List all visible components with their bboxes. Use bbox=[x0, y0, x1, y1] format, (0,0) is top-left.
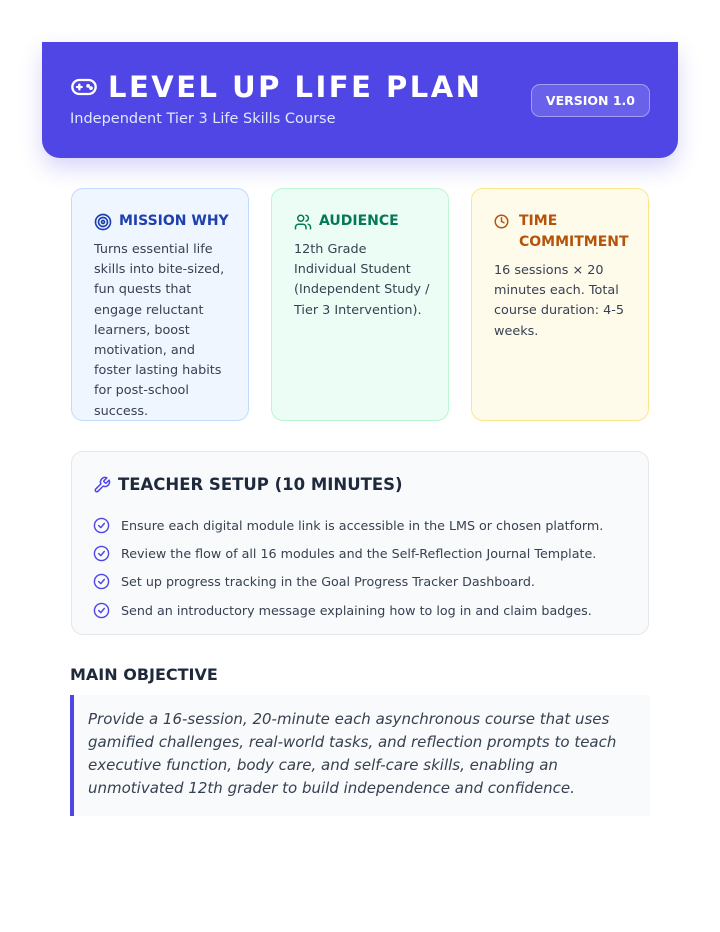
list-item-text: Set up progress tracking in the Goal Progress Tracker Dashboard. bbox=[121, 574, 535, 590]
time-commitment-card bbox=[471, 188, 649, 421]
card-title: MISSION WHY bbox=[119, 213, 229, 229]
header-banner bbox=[42, 42, 678, 158]
objective-title: MAIN OBJECTIVE bbox=[70, 665, 218, 684]
page-title: LEVEL UP LIFE PLAN bbox=[108, 70, 483, 104]
card-body: Turns essential life skills into bite-sized, fun quests that engage reluctant learners, boost motivation, and foster lasting habits for post-school success. bbox=[94, 242, 225, 419]
page-subtitle: Independent Tier 3 Life Skills Course bbox=[70, 111, 336, 127]
card-title: AUDIENCE bbox=[319, 213, 399, 229]
list-item bbox=[93, 539, 603, 567]
audience-card bbox=[271, 188, 449, 421]
mission-why-card bbox=[71, 188, 249, 421]
objective-text: Provide a 16-session, 20-minute each asynchronous course that uses gamified challenges, real-world tasks, and reflection prompts to teach executive function, body care, and self-care skills, enabling an unmotivated 12th grader to build independence and confidence. bbox=[88, 710, 617, 797]
list-item-text: Review the flow of all 16 modules and the Self-Reflection Journal Template. bbox=[121, 545, 597, 561]
setup-header bbox=[93, 475, 403, 494]
list-item bbox=[93, 568, 603, 596]
setup-checklist bbox=[93, 511, 603, 624]
list-item-text: Send an introductory message explaining how to log in and claim badges. bbox=[121, 602, 592, 618]
card-body: 12th Grade Individual Student (Independent Study / Tier 3 Intervention). bbox=[294, 242, 430, 318]
list-item bbox=[93, 596, 603, 624]
gamepad-icon bbox=[70, 73, 98, 101]
objective-quote bbox=[70, 695, 650, 816]
check-circle-icon bbox=[93, 517, 110, 534]
card-title: TIME COMMITMENT bbox=[519, 213, 629, 250]
clock-icon bbox=[494, 214, 512, 232]
target-icon bbox=[94, 213, 112, 231]
card-header bbox=[94, 211, 248, 232]
list-item bbox=[93, 511, 603, 539]
wrench-icon bbox=[93, 476, 111, 494]
card-header bbox=[494, 211, 648, 253]
teacher-setup-section bbox=[71, 451, 649, 635]
setup-title: TEACHER SETUP (10 MINUTES) bbox=[118, 475, 403, 494]
list-item-text: Ensure each digital module link is accessible in the LMS or chosen platform. bbox=[121, 517, 604, 533]
check-circle-icon bbox=[93, 602, 110, 619]
header-title-row bbox=[70, 70, 482, 104]
version-badge: VERSION 1.0 bbox=[531, 84, 650, 117]
users-icon bbox=[294, 213, 312, 231]
card-header bbox=[294, 211, 448, 232]
card-body: 16 sessions × 20 minutes each. Total course duration: 4-5 weeks. bbox=[494, 263, 624, 339]
check-circle-icon bbox=[93, 545, 110, 562]
check-circle-icon bbox=[93, 573, 110, 590]
